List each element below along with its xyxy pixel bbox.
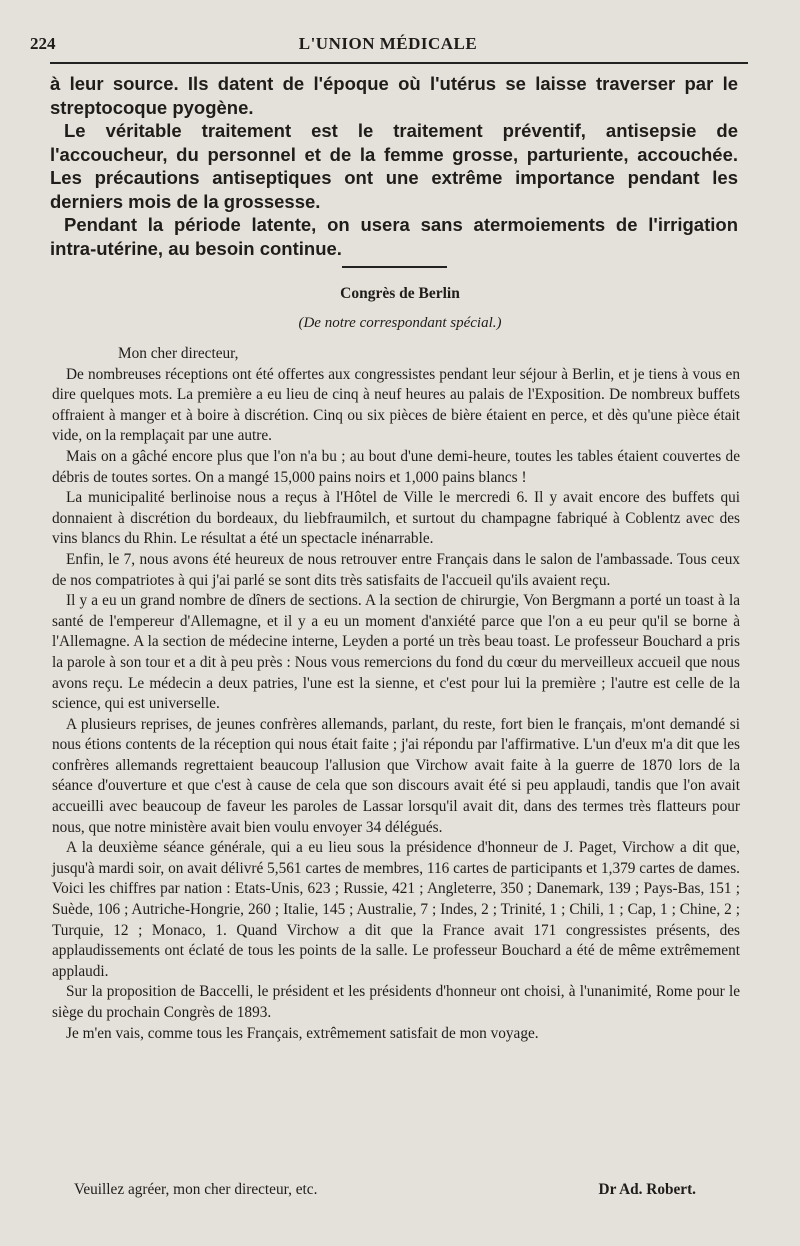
page-header bbox=[30, 32, 746, 60]
closing-line: Veuillez agréer, mon cher directeur, etc. bbox=[74, 1181, 318, 1198]
intro-paragraph: à leur source. Ils datent de l'époque où l'utérus se laisse traverser par le streptocoque pyogène. bbox=[50, 73, 738, 118]
intro-text bbox=[50, 72, 738, 260]
letter-paragraph: La municipalité berlinoise nous a reçus à l'Hôtel de Ville le mercredi 6. Il y avait encore des buffets qui donnaient à discrétion du bordeaux, du liebfraumilch, et surtout du champagne fabriqué à Coblentz avec des vins blancs du Rhin. Le résultat a été un spectacle inénarrable. bbox=[52, 489, 740, 548]
letter-body bbox=[52, 344, 740, 1044]
section-divider bbox=[342, 266, 447, 268]
letter-paragraph: Il y a eu un grand nombre de dîners de sections. A la section de chirurgie, Von Bergmann a porté un toast à la santé de l'empereur d'Allemagne, et il y a eu un moment d'anxiété parce que l'on a eu peur qu'il se borne à l'Allemagne. A la section de médecine interne, Leyden a porté un très beau toast. Le professeur Bouchard a pris la parole à son tour et a dit à peu près : Nous vous remercions du fond du cœur du merveilleux accueil que nous avons reçu. Le médecin a deux patries, l'une est la sienne, et c'est pour lui la première ; l'autre est celle de la science, qui est universelle. bbox=[52, 592, 740, 713]
section-title: Congrès de Berlin bbox=[340, 285, 460, 302]
letter-closing bbox=[52, 1180, 740, 1200]
intro-paragraph: Pendant la période latente, on usera sans atermoiements de l'irrigation intra-utérine, au besoin continue. bbox=[50, 214, 738, 259]
running-title: L'UNION MÉDICALE bbox=[298, 34, 478, 53]
letter-paragraph: Enfin, le 7, nous avons été heureux de nous retrouver entre Français dans le salon de l'ambassade. Tous ceux de nos compatriotes à qui j'ai parlé se sont dits très satisfaits de l'accueil qu'ils avaient reçu. bbox=[52, 550, 740, 589]
page-number: 224 bbox=[30, 34, 56, 53]
letter-paragraph: A la deuxième séance générale, qui a eu lieu sous la présidence d'honneur de J. Paget, Virchow a dit que, jusqu'à mardi soir, on avait délivré 5,561 cartes de membres, 116 cartes de participants et 1,379 cartes de dames. Voici les chiffres par nation : Etats-Unis, 623 ; Russie, 421 ; Angleterre, 350 ; Danemark, 139 ; Pays-Bas, 151 ; Suède, 106 ; Autriche-Hongrie, 260 ; Italie, 145 ; Australie, 7 ; Indes, 2 ; Trinité, 1 ; Chili, 1 ; Cap, 1 ; Chine, 2 ; Turquie, 12 ; Monaco, 1. Quand Virchow a dit que la France avait 171 congressistes présents, des applaudissements ont éclaté de tous les points de la salle. Le professeur Bouchard a été de même extrêmement applaudi. bbox=[52, 839, 740, 980]
intro-paragraph: Le véritable traitement est le traitement préventif, antisepsie de l'accoucheur, du personnel et de la femme grosse, parturiente, accouchée. Les précautions antiseptiques ont une extrême importance pendant les derniers mois de la grossesse. bbox=[50, 120, 738, 212]
header-rule bbox=[50, 62, 748, 64]
section-subtitle: (De notre correspondant spécial.) bbox=[298, 315, 502, 331]
letter-paragraph: Je m'en vais, comme tous les Français, extrêmement satisfait de mon voyage. bbox=[66, 1024, 539, 1042]
letter-paragraph: A plusieurs reprises, de jeunes confrères allemands, parlant, du reste, fort bien le français, m'ont demandé si nous étions contents de la réception qui nous était faite ; j'ai répondu par l'affirmative. L'un d'eux m'a dit que les confrères allemands regrettaient beaucoup l'allusion que Virchow avait faite à la guerre de 1870 lors de la séance d'ouverture et que c'est à cause de cela que son discours avait été si peu applaudi, tandis que l'on avait accueilli avec beaucoup de faveur les paroles de Lassar lorsqu'il avait dit, dans des termes très flatteurs pour nous, que notre ministère avait bien voulu envoyer 34 délégués. bbox=[52, 715, 740, 836]
signature: Dr Ad. Robert. bbox=[598, 1181, 696, 1198]
letter-paragraph: De nombreuses réceptions ont été offertes aux congressistes pendant leur séjour à Berlin, et je tiens à vous en dire quelques mots. La première a eu lieu de cinq à neuf heures au palais de l'Exposition. De nombreux buffets offraient à manger et à boire à discrétion. Cinq ou six pièces de bière étaient en perce, et dès qu'une pièce était vide, on la remplaçait par une autre. bbox=[52, 365, 740, 445]
salutation: Mon cher directeur, bbox=[118, 345, 239, 362]
letter-paragraph: Mais on a gâché encore plus que l'on n'a bu ; au bout d'une demi-heure, toutes les tables étaient couvertes de débris de toutes sortes. On a mangé 15,000 pains noirs et 1,000 pains blancs ! bbox=[52, 447, 740, 486]
letter-paragraph: Sur la proposition de Baccelli, le président et les présidents d'honneur ont choisi, à l'unanimité, Rome pour le siège du prochain Congrès de 1893. bbox=[52, 983, 740, 1021]
